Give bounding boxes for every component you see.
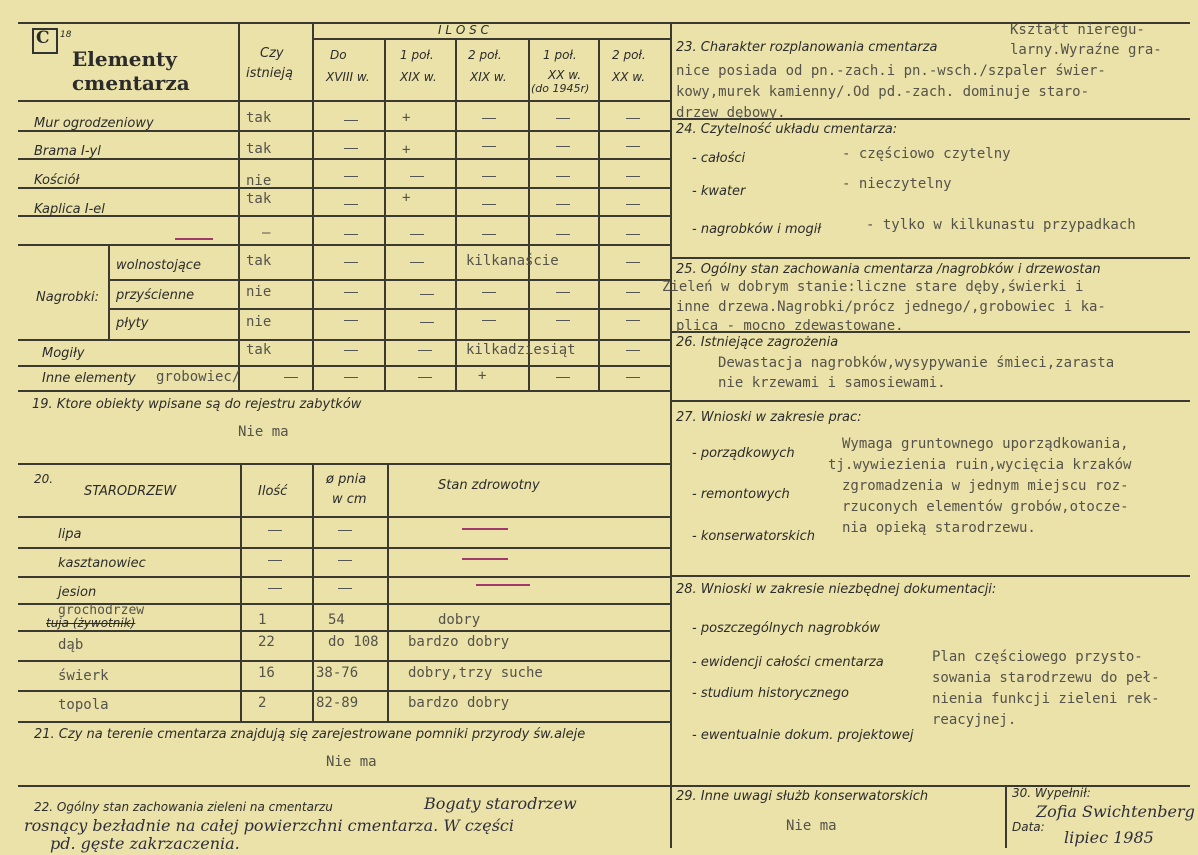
cell-dash <box>482 146 496 147</box>
cell-dash <box>556 234 570 235</box>
cell-dash <box>284 377 298 378</box>
row-line <box>670 575 1190 577</box>
cell-plus: + <box>402 190 411 206</box>
cell-dash <box>626 292 640 293</box>
col-header: XX w. <box>548 68 582 82</box>
col-header: 2 poł. <box>612 48 646 62</box>
col-divider <box>528 38 530 390</box>
s19-value: Nie ma <box>238 424 289 440</box>
col-divider <box>108 244 110 339</box>
tree-diameter: 54 <box>328 612 345 628</box>
cell-dash <box>626 350 640 351</box>
row-line <box>108 308 670 310</box>
s24-item: - kwater <box>692 184 746 199</box>
row-label-wolnostojace: wolnostojące <box>116 258 201 273</box>
tree-name: kasztanowiec <box>58 556 146 571</box>
cell-dash <box>418 377 432 378</box>
row-line <box>18 215 670 217</box>
row-line <box>18 630 670 632</box>
cell-dash <box>410 176 424 177</box>
s26-text: nie krzewami i samosiewami. <box>718 375 946 391</box>
qty-text: kilkadziesiąt <box>466 342 576 358</box>
s27-item: - remontowych <box>692 487 790 502</box>
cell-dash <box>420 294 434 295</box>
s23-label: 23. Charakter rozplanowania cmentarza <box>676 40 938 55</box>
s24-label: 24. Czytelność układu cmentarza: <box>676 122 898 137</box>
tree-name: grochodrzew <box>58 603 145 618</box>
row-line <box>18 390 670 392</box>
s25-text: inne drzewa.Nagrobki/prócz jednego/,grobowiec i ka- <box>676 299 1106 315</box>
row-line <box>18 244 670 246</box>
row-line <box>18 463 670 465</box>
tree-diameter: do 108 <box>328 634 379 650</box>
cell-dash <box>344 120 358 121</box>
s19-label: 19. Ktore obiekty wpisane są do rejestru zabytków <box>32 397 362 412</box>
col-divider <box>598 38 600 390</box>
cell-dash <box>556 320 570 321</box>
exists-value: grobowiec/ <box>156 369 241 385</box>
col-header: XIX w. <box>400 70 437 84</box>
czy-istnieja-label: Czy <box>260 46 284 61</box>
cell-dash <box>418 350 432 351</box>
cell-dash <box>338 588 352 589</box>
struck-tree-name: tuja (żywotnik) <box>46 616 136 630</box>
cell-dash <box>344 204 358 205</box>
s28-label: 28. Wnioski w zakresie niezbędnej dokumentacji: <box>676 582 997 597</box>
col-header: XX w. <box>612 70 646 84</box>
row-line <box>18 660 670 662</box>
cell-dash <box>482 292 496 293</box>
col-divider <box>387 463 389 721</box>
s26-label: 26. Istniejące zagrożenia <box>676 335 839 350</box>
exists-value: tak <box>246 110 272 126</box>
s28-item: - studium historycznego <box>692 686 849 701</box>
s24-item: - nagrobków i mogił <box>692 222 822 237</box>
s24-item: - całości <box>692 151 746 166</box>
col-header: 1 poł. <box>400 48 434 62</box>
s20-header: Ilość <box>258 484 288 499</box>
col-header: 1 poł. <box>543 48 577 62</box>
row-label-kosciol: Kościół <box>34 173 80 188</box>
s28-item: - poszczególnych nagrobków <box>692 621 880 636</box>
s28-text: nienia funkcji zieleni rek- <box>932 691 1160 707</box>
exists-value: nie <box>246 173 272 189</box>
s30-label: 30. Wypełnił: <box>1012 786 1091 800</box>
row-label-brama: Brama I-yl <box>34 144 101 159</box>
cell-dash <box>556 292 570 293</box>
cell-dash <box>626 377 640 378</box>
cell-dash <box>556 146 570 147</box>
s29-value: Nie ma <box>786 818 837 834</box>
s21-label: 21. Czy na terenie cmentarza znajdują się zarejestrowane pomniki przyrody św.aleje <box>34 727 586 742</box>
filled-by-name: Zofia Swichtenberg <box>1036 802 1195 821</box>
exists-value: tak <box>246 253 272 269</box>
col-header: 2 poł. <box>468 48 502 62</box>
tree-name: dąb <box>58 637 84 653</box>
form-title-line2: cmentarza <box>72 71 190 95</box>
col-divider <box>312 463 314 721</box>
row-label-kaplica: Kaplica I-el <box>34 202 105 217</box>
col-header: (do 1945r) <box>531 82 590 95</box>
cell-dash <box>344 176 358 177</box>
cell-dash <box>410 262 424 263</box>
row-line <box>670 400 1190 402</box>
cell-dash <box>338 560 352 561</box>
nagrobki-label: Nagrobki: <box>36 290 100 305</box>
tree-name: lipa <box>58 527 82 542</box>
s27-text: Wymaga gruntownego uporządkowania, <box>842 436 1129 452</box>
col-divider <box>312 22 314 390</box>
s24-value: - tylko w kilkunastu przypadkach <box>866 217 1136 233</box>
exists-value: tak <box>246 342 272 358</box>
row-line <box>18 100 670 102</box>
s29-label: 29. Inne uwagi służb konserwatorskich <box>676 789 929 804</box>
cell-dash <box>410 234 424 235</box>
cell-dash <box>482 234 496 235</box>
s28-item: - ewentualnie dokum. projektowej <box>692 728 914 743</box>
s23-text: Kształt nieregu- <box>1010 22 1145 38</box>
s23-text: kowy,murek kamienny/.Od pd.-zach. dominuje staro- <box>676 84 1090 100</box>
filled-date: lipiec 1985 <box>1064 828 1154 847</box>
s25-text: Zieleń w dobrym stanie:liczne stare dęby,świerki i <box>662 279 1084 295</box>
col-divider <box>238 22 240 390</box>
cell-dash <box>482 320 496 321</box>
cell-dash <box>420 322 434 323</box>
row-label-mogily: Mogiły <box>42 346 85 361</box>
czy-istnieja-label: istnieją <box>246 66 293 81</box>
col-divider <box>1005 785 1007 848</box>
s25-label: 25. Ogólny stan zachowania cmentarza /nagrobków i drzewostan <box>676 262 1101 277</box>
s27-text: rzuconych elementów grobów,otocze- <box>842 499 1129 515</box>
s30-date-label: Data: <box>1012 820 1045 834</box>
cell-dash <box>626 262 640 263</box>
tree-qty: 22 <box>258 634 275 650</box>
exists-value: — <box>262 225 271 241</box>
s26-text: Dewastacja nagrobków,wysypywanie śmieci,zarasta <box>718 355 1115 371</box>
tree-state: dobry,trzy suche <box>408 665 543 681</box>
row-line <box>18 339 670 341</box>
form-title-line1: Elementy <box>72 47 177 71</box>
s20-header: w cm <box>332 492 367 507</box>
cell-dash <box>268 560 282 561</box>
cell-dash <box>556 176 570 177</box>
ilosc-header: I L O S C <box>438 23 489 37</box>
col-header: XIX w. <box>470 70 507 84</box>
cell-dash <box>626 146 640 147</box>
col-divider <box>240 463 242 721</box>
cell-dash <box>482 176 496 177</box>
cell-dash <box>344 234 358 235</box>
cell-dash <box>626 320 640 321</box>
row-label-przyscienne: przyścienne <box>116 288 195 303</box>
empty-row-mark <box>175 238 213 240</box>
cell-plus: + <box>478 368 487 384</box>
s22-handwriting: pd. gęste zakrzaczenia. <box>50 834 240 853</box>
cell-dash <box>626 204 640 205</box>
tree-name: świerk <box>58 668 109 684</box>
row-label-mur: Mur ogrodzeniowy <box>34 116 154 131</box>
cell-dash <box>482 118 496 119</box>
s20-header: Stan zdrowotny <box>438 478 540 493</box>
s27-label: 27. Wnioski w zakresie prac: <box>676 410 862 425</box>
s22-label: 22. Ogólny stan zachowania zieleni na cmentarzu <box>34 800 333 814</box>
s23-text: nice posiada od pn.-zach.i pn.-wsch./szpaler świer- <box>676 63 1106 79</box>
s23-text: larny.Wyraźne gra- <box>1010 42 1162 58</box>
exists-value: nie <box>246 314 272 330</box>
tree-state: bardzo dobry <box>408 634 510 650</box>
row-line <box>18 576 670 578</box>
row-line <box>18 365 670 367</box>
s27-text: zgromadzenia w jednym miejscu roz- <box>842 478 1129 494</box>
s20-num: 20. <box>34 472 54 486</box>
s28-text: Plan częściowego przysto- <box>932 649 1143 665</box>
section-letter: C <box>36 28 50 48</box>
state-mark <box>476 584 530 586</box>
s27-text: tj.wywiezienia ruin,wycięcia krzaków <box>828 457 1132 473</box>
row-line <box>312 38 670 40</box>
cell-dash <box>482 204 496 205</box>
cell-dash <box>344 320 358 321</box>
cell-dash <box>626 176 640 177</box>
tree-diameter: 38-76 <box>316 665 359 681</box>
cell-dash <box>344 262 358 263</box>
row-label-inne: Inne elementy <box>42 371 136 386</box>
cell-dash <box>344 292 358 293</box>
cell-dash <box>344 377 358 378</box>
cell-dash <box>626 118 640 119</box>
row-line <box>18 187 670 189</box>
state-mark <box>462 558 508 560</box>
center-divider <box>670 22 672 848</box>
s28-item: - ewidencji całości cmentarza <box>692 655 884 670</box>
s20-header: STARODRZEW <box>84 484 177 499</box>
row-line <box>670 257 1190 259</box>
s20-header: ø pnia <box>326 472 367 487</box>
row-line <box>18 158 670 160</box>
tree-state: dobry <box>438 612 481 628</box>
row-label-plyty: płyty <box>116 316 149 331</box>
s24-value: - nieczytelny <box>842 176 952 192</box>
row-line <box>18 516 670 518</box>
cell-dash <box>268 588 282 589</box>
cell-dash <box>344 350 358 351</box>
s21-value: Nie ma <box>326 754 377 770</box>
tree-name: topola <box>58 697 109 713</box>
row-line <box>108 279 670 281</box>
row-line <box>18 547 670 549</box>
state-mark <box>462 528 508 530</box>
s28-text: reacyjnej. <box>932 712 1017 728</box>
s27-item: - porządkowych <box>692 446 795 461</box>
col-divider <box>455 38 457 390</box>
tree-diameter: 82-89 <box>316 695 359 711</box>
s22-handwriting: Bogaty starodrzew <box>424 794 577 813</box>
exists-value: tak <box>246 141 272 157</box>
tree-qty: 2 <box>258 695 267 711</box>
tree-name: jesion <box>58 585 97 600</box>
col-header: Do <box>330 48 347 62</box>
s27-text: nia opieką starodrzewu. <box>842 520 1036 536</box>
cell-dash <box>344 148 358 149</box>
row-line <box>18 690 670 692</box>
s25-text: plica - mocno zdewastowane. <box>676 318 904 334</box>
s27-item: - konserwatorskich <box>692 529 815 544</box>
cell-dash <box>268 530 282 531</box>
tree-qty: 1 <box>258 612 267 628</box>
cell-dash <box>556 204 570 205</box>
s24-value: - częściowo czytelny <box>842 146 1011 162</box>
cell-dash <box>556 377 570 378</box>
col-header: XVIII w. <box>326 70 370 84</box>
section-number: 18 <box>60 30 72 40</box>
row-line <box>18 721 670 723</box>
exists-value: tak <box>246 191 272 207</box>
cell-dash <box>338 530 352 531</box>
s28-text: sowania starodrzewu do peł- <box>932 670 1160 686</box>
cell-plus: + <box>402 110 411 126</box>
col-divider <box>384 38 386 390</box>
cell-plus: + <box>402 142 411 158</box>
cell-dash <box>626 234 640 235</box>
cell-dash <box>556 118 570 119</box>
s22-handwriting: rosnący bezładnie na całej powierzchni cmentarza. W części <box>24 816 514 835</box>
qty-text: kilkanaście <box>466 253 559 269</box>
tree-qty: 16 <box>258 665 275 681</box>
s23-text: drzew dębowy. <box>676 105 786 121</box>
tree-state: bardzo dobry <box>408 695 510 711</box>
exists-value: nie <box>246 284 272 300</box>
